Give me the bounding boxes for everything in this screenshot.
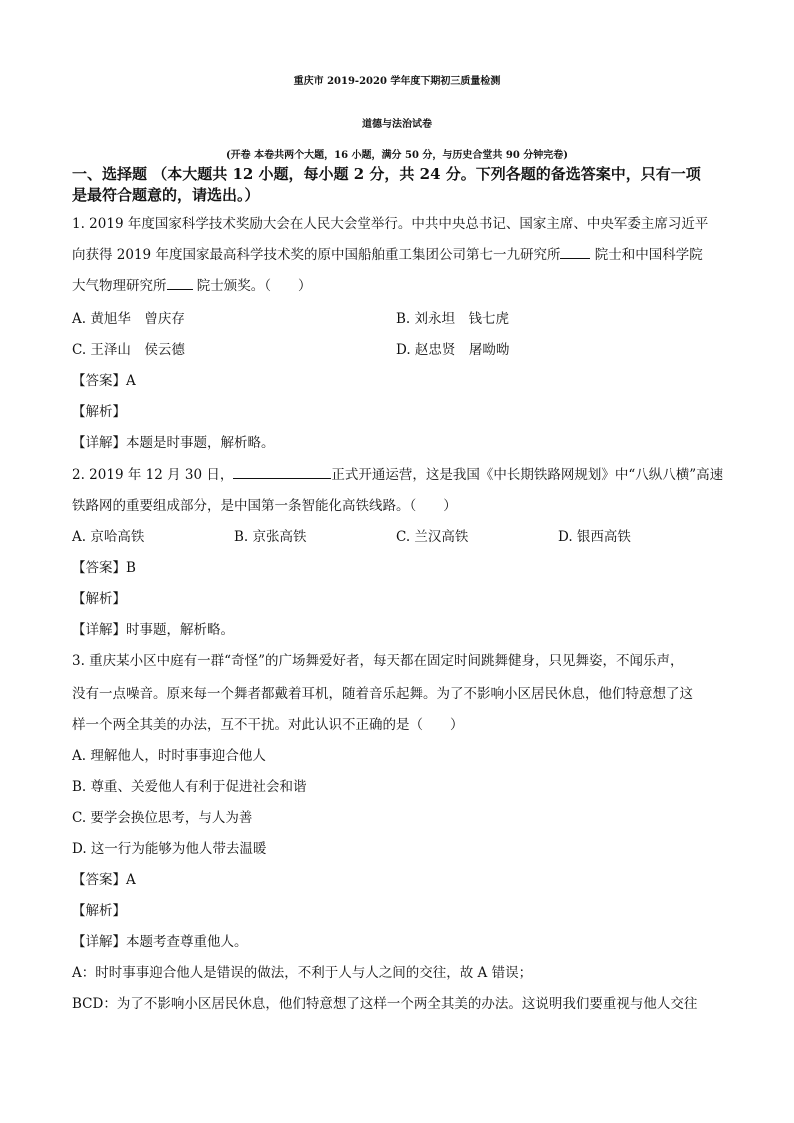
q1-stem-line2 [72, 243, 703, 263]
exam-subtitle: 道德与法治试卷 [362, 119, 432, 130]
q2-stem-line1 [72, 463, 723, 483]
q1-stem-line1: 1. 2019 年度国家科学技术奖励大会在人民大会堂举行。中共中央总书记、国家主席、中央军委主席习近平 [72, 216, 709, 232]
q1-answer: 【答案】A [72, 373, 136, 389]
q2-option-b: B. 京张高铁 [234, 529, 307, 545]
q1-blank-1 [560, 244, 590, 259]
q2-analysis: 【解析】 [72, 591, 126, 607]
q1-option-c: C. 王泽山 侯云德 [72, 342, 185, 358]
q3-explanation-2: BCD：为了不影响小区居民休息，他们特意想了这样一个两全其美的办法。这说明我们要重视与他人交往 [72, 996, 698, 1012]
q1-stem-line3 [72, 274, 312, 294]
q1-blank-2 [167, 275, 193, 290]
q1-option-d: D. 赵忠贤 屠呦呦 [396, 342, 510, 358]
q1-analysis: 【解析】 [72, 404, 126, 420]
exam-note: (开卷 本卷共两个大题，16 小题，满分 50 分，与历史合堂共 90 分钟完卷) [225, 150, 569, 161]
q2-blank [233, 464, 331, 479]
q1-option-a: A. 黄旭华 曾庆存 [72, 311, 185, 327]
q2-option-a: A. 京哈高铁 [72, 529, 145, 545]
q3-option-a: A. 理解他人，时时事事迎合他人 [72, 748, 266, 764]
q1-detail: 【详解】本题是时事题，解析略。 [72, 435, 275, 451]
q3-answer: 【答案】A [72, 872, 136, 888]
q3-explanation-1: A：时时事事迎合他人是错误的做法，不利于人与人之间的交往，故 A 错误； [72, 965, 533, 981]
q3-stem-line3: 样一个两全其美的办法，互不干扰。对此认识不正确的是（ ） [72, 717, 464, 733]
q1-stem-line2-text: 向获得 2019 年度国家最高科学技术奖的原中国船舶重工集团公司第七一九研究所 [72, 247, 561, 263]
q3-option-c: C. 要学会换位思考，与人为善 [72, 810, 253, 826]
q2-answer: 【答案】B [72, 560, 136, 576]
q3-stem-line2: 没有一点噪音。原来每一个舞者都戴着耳机，随着音乐起舞。为了不影响小区居民休息，他们特意想了这 [72, 686, 693, 702]
q3-stem-line1: 3. 重庆某小区中庭有一群“奇怪”的广场舞爱好者，每天都在固定时间跳舞健身，只见舞姿，不闻乐声， [72, 653, 684, 669]
q3-option-b: B. 尊重、关爱他人有利于促进社会和谐 [72, 779, 307, 795]
q2-option-d: D. 银西高铁 [558, 529, 631, 545]
section-heading: 一、选择题 （本大题共 12 小题，每小题 2 分，共 24 分。下列各题的备选答案中，只有一项 [72, 165, 701, 183]
q2-stem-line1-text: 2. 2019 年 12 月 30 日， [72, 467, 234, 483]
q3-option-d: D. 这一行为能够为他人带去温暖 [72, 841, 267, 857]
q1-option-b: B. 刘永坦 钱七虎 [396, 311, 510, 327]
exam-title: 重庆市 2019-2020 学年度下期初三质量检测 [293, 76, 501, 87]
q2-option-c: C. 兰汉高铁 [396, 529, 469, 545]
q2-stem-line2: 铁路网的重要组成部分，是中国第一条智能化高铁线路。（ ） [72, 498, 457, 514]
q1-stem-line3-text: 大气物理研究所 [72, 278, 167, 294]
q3-analysis: 【解析】 [72, 903, 126, 919]
q1-stem-line3-tail: 院士颁奖。（ ） [192, 278, 312, 294]
q2-stem-line1-tail: 正式开通运营，这是我国《中长期铁路网规划》中“八纵八横”高速 [331, 467, 724, 483]
q1-stem-line2-tail: 院士和中国科学院 [590, 247, 703, 263]
section-heading-cont: 是最符合题意的，请选出。） [72, 186, 260, 204]
q2-detail: 【详解】时事题，解析略。 [72, 622, 234, 638]
q3-detail: 【详解】本题考查尊重他人。 [72, 934, 248, 950]
